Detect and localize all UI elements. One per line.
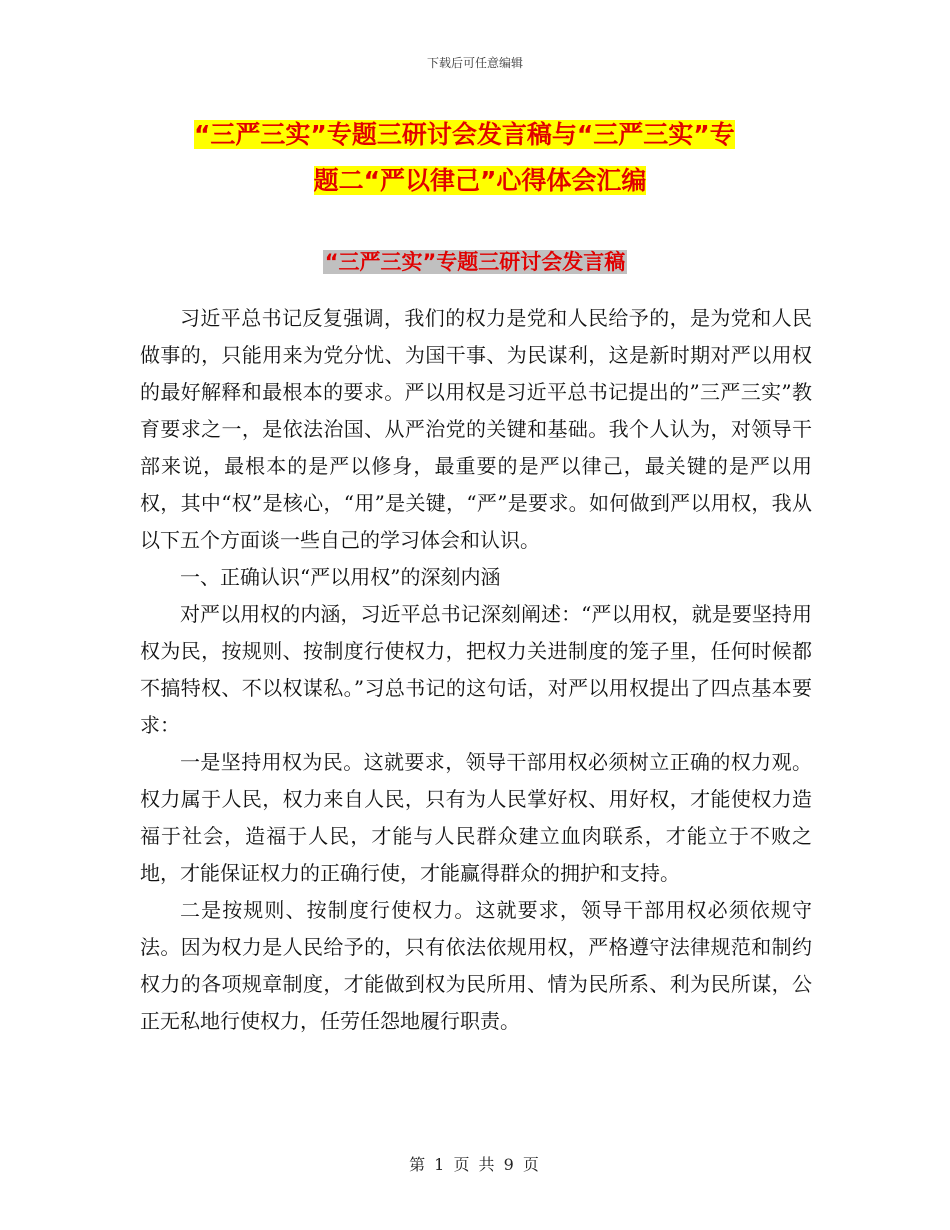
section-title-text: “三严三实”专题三研讨会发言稿: [324, 250, 626, 274]
paragraph: 对严以用权的内涵，习近平总书记深刻阐述：“严以用权，就是要坚持用权为民，按规则、按制度行使权力，把权力关进制度的笼子里，任何时候都不搞特权、不以权谋私。”习总书记的这句话，对严以用权提出了四点基本要求：: [140, 602, 812, 737]
paragraph: 习近平总书记反复强调，我们的权力是党和人民给予的，是为党和人民做事的，只能用来为党分忧、为国干事、为民谋利，这是新时期对严以用权的最好解释和最根本的要求。严以用权是习近平总书记提出的”三严三实”教育要求之一，是依法治国、从严治党的关键和基础。我个人认为，对领导干部来说，最根本的是严以修身，最重要的是严以律己，最关键的是严以用权，其中“权”是核心，“用”是关键，“严”是要求。如何做到严以用权，我从以下五个方面谈一些自己的学习体会和认识。: [140, 306, 812, 552]
section-title: [0, 246, 950, 278]
page-footer: 第 1 页 共 9 页: [409, 1155, 541, 1174]
header-note: 下载后可任意编辑: [426, 56, 523, 70]
document-title: [140, 112, 820, 204]
paragraph: 一是坚持用权为民。这就要求，领导干部用权必须树立正确的权力观。权力属于人民，权力来自人民，只有为人民掌好权、用好权，才能使权力造福于社会，造福于人民，才能与人民群众建立血肉联系，才能立于不败之地，才能保证权力的正确行使，才能赢得群众的拥护和支持。: [140, 750, 812, 885]
title-line-2: [140, 158, 820, 204]
paragraph-heading: 一、正确认识“严以用权”的深刻内涵: [180, 565, 501, 589]
title-line-2-text: 题二“严以律己”心得体会汇编: [313, 166, 647, 195]
title-line-1-text: “三严三实”专题三研讨会发言稿与“三严三实”专: [194, 120, 735, 149]
body-text: [140, 300, 812, 1040]
paragraph: 二是按规则、按制度行使权力。这就要求，领导干部用权必须依规守法。因为权力是人民给予的，只有依法依规用权，严格遵守法律规范和制约权力的各项规章制度，才能做到权为民所用、情为民所系、利为民所谋，公正无私地行使权力，任劳任怨地履行职责。: [140, 898, 812, 1033]
title-line-1: [140, 112, 820, 158]
